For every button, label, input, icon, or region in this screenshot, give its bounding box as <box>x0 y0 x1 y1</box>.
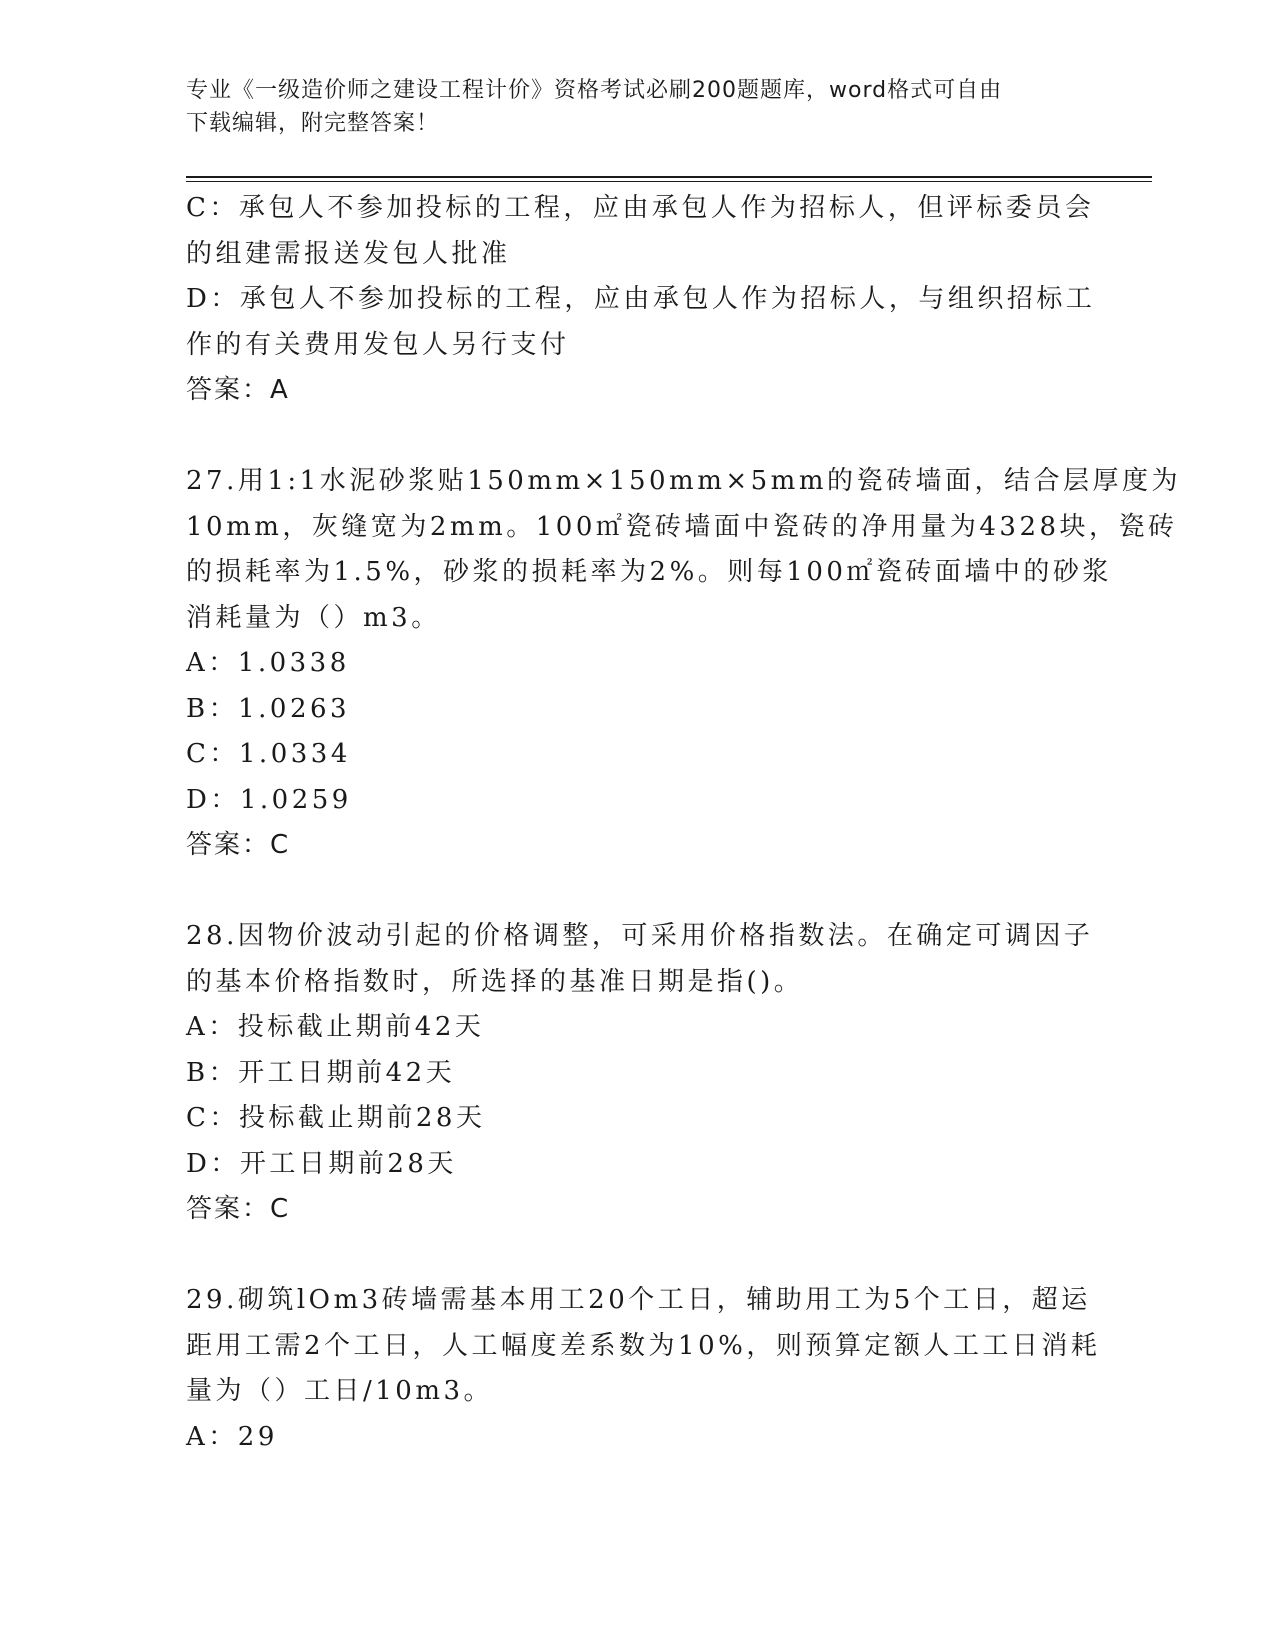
option-a: A：投标截止期前42天 <box>186 1012 485 1042</box>
question-stem-line: 距用工需2个工日，人工幅度差系数为10%，则预算定额人工工日消耗 <box>186 1330 1101 1361</box>
option-b: B：开工日期前42天 <box>186 1057 456 1088</box>
question-stem-line: 10mm，灰缝宽为2mm。100㎡瓷砖墙面中瓷砖的净用量为4328块，瓷砖 <box>186 511 1178 542</box>
question-stem-line: 29.砌筑lOm3砖墙需基本用工20个工日，辅助用工为5个工日，超运 <box>186 1285 1091 1315</box>
option-d-line-1: D：承包人不参加投标的工程，应由承包人作为招标人，与组织招标工 <box>186 284 1096 314</box>
header-rule-thin <box>186 181 1152 182</box>
question-28 <box>186 914 1094 1233</box>
header-line-2: 下载编辑，附完整答案！ <box>186 111 440 136</box>
question-27 <box>186 459 1181 869</box>
option-c-line-2: 的组建需报送发包人批准 <box>186 238 511 269</box>
answer-label: 答案：A <box>186 375 290 405</box>
option-c-line-1: C：承包人不参加投标的工程，应由承包人作为招标人，但评标委员会 <box>186 193 1095 223</box>
option-d-line-2: 作的有关费用发包人另行支付 <box>186 329 570 360</box>
answer-label: 答案：C <box>186 1194 291 1224</box>
header-line-1: 专业《一级造价师之建设工程计价》资格考试必刷200题题库，word格式可自由 <box>186 78 1003 103</box>
question-stem-line: 的损耗率为1.5%，砂浆的损耗率为2%。则每100㎡瓷砖面墙中的砂浆 <box>186 557 1112 587</box>
option-b: B：1.0263 <box>186 693 351 724</box>
option-c: C：1.0334 <box>186 739 351 769</box>
question-stem-line: 消耗量为（）m3。 <box>186 602 441 633</box>
question-stem-line: 量为（）工日/10m3。 <box>186 1376 494 1406</box>
option-d: D：开工日期前28天 <box>186 1148 457 1179</box>
question-gap <box>186 1233 1086 1279</box>
option-a: A：29 <box>186 1421 278 1452</box>
question-29 <box>186 1278 1101 1460</box>
question-26-continuation <box>186 186 1096 414</box>
document-body <box>186 186 1181 1460</box>
option-c: C：投标截止期前28天 <box>186 1103 486 1133</box>
header-rule-thick <box>186 176 1152 178</box>
question-gap <box>186 869 1086 915</box>
document-header <box>186 74 1086 140</box>
question-stem-line: 28.因物价波动引起的价格调整，可采用价格指数法。在确定可调因子 <box>186 921 1094 951</box>
answer-label: 答案：C <box>186 830 291 860</box>
question-stem-line: 27.用1:1水泥砂浆贴150mm×150mm×5mm的瓷砖墙面，结合层厚度为 <box>186 466 1181 496</box>
option-d: D：1.0259 <box>186 784 352 815</box>
question-gap <box>186 414 1086 460</box>
question-stem-line: 的基本价格指数时，所选择的基准日期是指()。 <box>186 966 804 997</box>
option-a: A：1.0338 <box>186 648 350 678</box>
